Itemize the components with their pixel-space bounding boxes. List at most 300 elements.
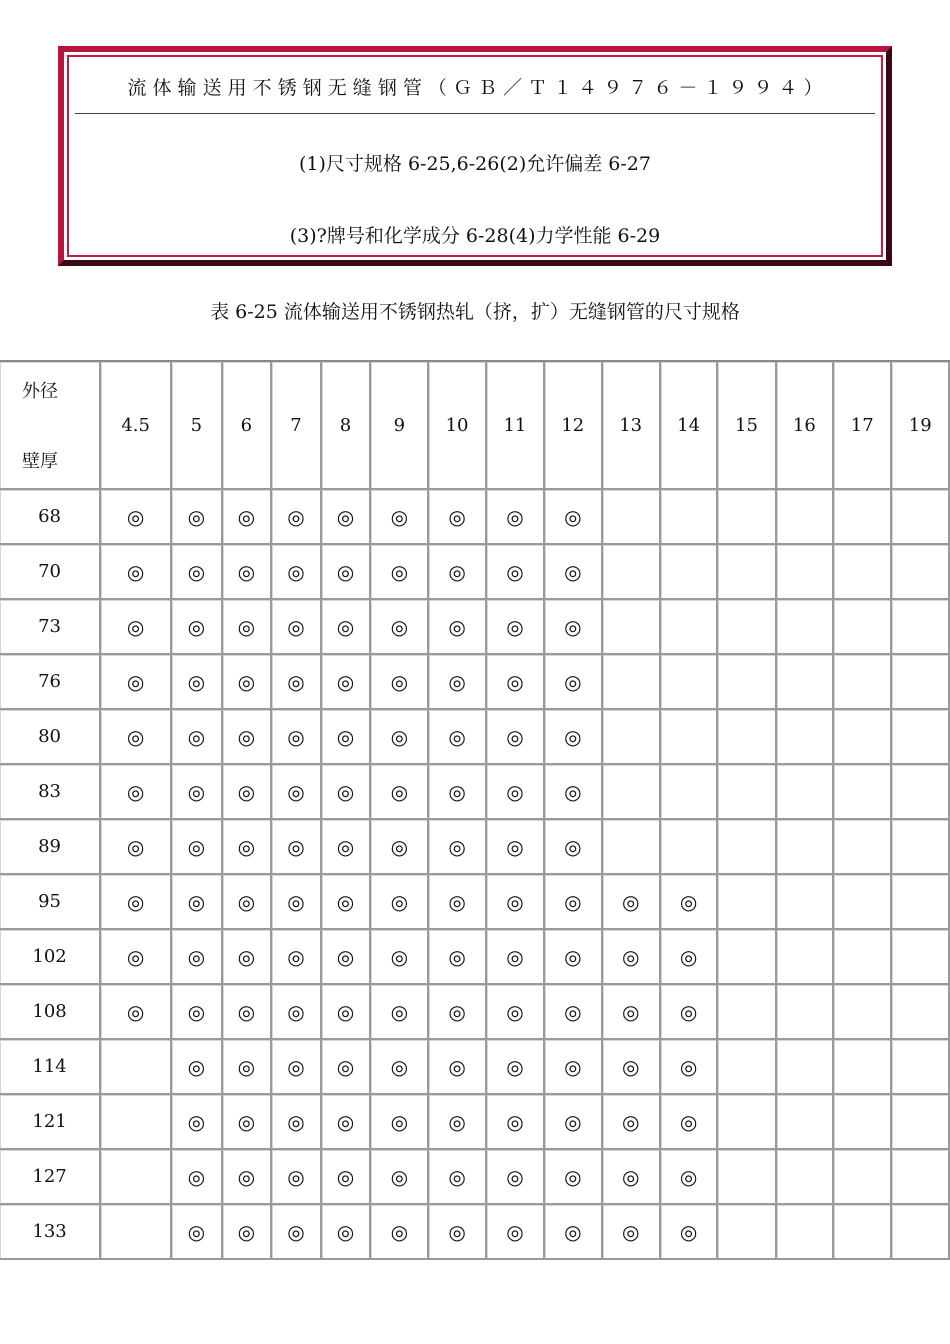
marked-cell bbox=[223, 490, 273, 545]
marked-cell bbox=[545, 985, 602, 1040]
empty-cell bbox=[892, 600, 950, 655]
empty-cell bbox=[777, 875, 834, 930]
availability-mark-icon: ◎ bbox=[390, 944, 409, 969]
table-row bbox=[0, 545, 950, 600]
availability-mark-icon: ◎ bbox=[336, 1219, 355, 1244]
availability-mark-icon: ◎ bbox=[390, 614, 409, 639]
availability-mark-icon: ◎ bbox=[506, 1054, 524, 1079]
marked-cell bbox=[603, 985, 661, 1040]
empty-cell bbox=[892, 1095, 950, 1150]
marked-cell bbox=[322, 930, 372, 985]
table-row bbox=[0, 820, 950, 875]
empty-cell bbox=[834, 545, 892, 600]
empty-cell bbox=[718, 930, 776, 985]
availability-mark-icon: ◎ bbox=[506, 999, 524, 1024]
corner-label-wall-thickness: 壁厚 bbox=[22, 451, 58, 472]
marked-cell bbox=[661, 985, 718, 1040]
availability-mark-icon: ◎ bbox=[287, 669, 305, 694]
marked-cell bbox=[371, 820, 429, 875]
marked-cell bbox=[371, 710, 429, 765]
column-header: 10 bbox=[429, 362, 486, 490]
column-header: 5 bbox=[172, 362, 222, 490]
availability-mark-icon: ◎ bbox=[287, 1109, 305, 1134]
column-header: 19 bbox=[892, 362, 950, 490]
availability-mark-icon: ◎ bbox=[187, 999, 206, 1024]
marked-cell bbox=[223, 655, 273, 710]
empty-cell bbox=[834, 875, 892, 930]
marked-cell bbox=[322, 875, 372, 930]
empty-cell bbox=[718, 985, 776, 1040]
empty-cell bbox=[834, 600, 892, 655]
marked-cell bbox=[429, 875, 486, 930]
empty-cell bbox=[718, 490, 776, 545]
availability-mark-icon: ◎ bbox=[506, 504, 524, 529]
availability-mark-icon: ◎ bbox=[564, 724, 582, 749]
marked-cell bbox=[429, 1040, 486, 1095]
availability-mark-icon: ◎ bbox=[336, 889, 355, 914]
marked-cell bbox=[545, 490, 602, 545]
column-header: 6 bbox=[223, 362, 273, 490]
availability-mark-icon: ◎ bbox=[187, 1109, 206, 1134]
marked-cell bbox=[545, 1095, 602, 1150]
marked-cell bbox=[272, 545, 322, 600]
marked-cell bbox=[101, 545, 172, 600]
availability-mark-icon: ◎ bbox=[390, 504, 409, 529]
marked-cell bbox=[272, 1150, 322, 1205]
marked-cell bbox=[172, 1040, 222, 1095]
empty-cell bbox=[661, 490, 718, 545]
availability-mark-icon: ◎ bbox=[237, 1054, 256, 1079]
row-header: 80 bbox=[0, 710, 101, 765]
availability-mark-icon: ◎ bbox=[679, 999, 698, 1024]
empty-cell bbox=[101, 1040, 172, 1095]
row-header: 89 bbox=[0, 820, 101, 875]
marked-cell bbox=[272, 1205, 322, 1260]
marked-cell bbox=[371, 985, 429, 1040]
availability-mark-icon: ◎ bbox=[237, 1219, 256, 1244]
availability-mark-icon: ◎ bbox=[506, 614, 524, 639]
row-header: 133 bbox=[0, 1205, 101, 1260]
availability-mark-icon: ◎ bbox=[336, 779, 355, 804]
empty-cell bbox=[718, 600, 776, 655]
marked-cell bbox=[322, 655, 372, 710]
availability-mark-icon: ◎ bbox=[506, 669, 524, 694]
availability-mark-icon: ◎ bbox=[237, 779, 256, 804]
marked-cell bbox=[487, 820, 545, 875]
marked-cell bbox=[272, 765, 322, 820]
marked-cell bbox=[487, 1040, 545, 1095]
empty-cell bbox=[603, 545, 661, 600]
marked-cell bbox=[603, 1150, 661, 1205]
marked-cell bbox=[223, 985, 273, 1040]
availability-mark-icon: ◎ bbox=[448, 834, 466, 859]
empty-cell bbox=[718, 1040, 776, 1095]
marked-cell bbox=[223, 545, 273, 600]
empty-cell bbox=[777, 710, 834, 765]
empty-cell bbox=[834, 1205, 892, 1260]
empty-cell bbox=[603, 820, 661, 875]
availability-mark-icon: ◎ bbox=[564, 504, 582, 529]
empty-cell bbox=[892, 545, 950, 600]
row-header: 70 bbox=[0, 545, 101, 600]
marked-cell bbox=[272, 985, 322, 1040]
empty-cell bbox=[834, 655, 892, 710]
marked-cell bbox=[172, 600, 222, 655]
availability-mark-icon: ◎ bbox=[237, 999, 256, 1024]
empty-cell bbox=[892, 820, 950, 875]
availability-mark-icon: ◎ bbox=[187, 779, 206, 804]
marked-cell bbox=[661, 1150, 718, 1205]
row-header: 102 bbox=[0, 930, 101, 985]
row-header: 114 bbox=[0, 1040, 101, 1095]
table-row bbox=[0, 1205, 950, 1260]
row-header: 121 bbox=[0, 1095, 101, 1150]
availability-mark-icon: ◎ bbox=[126, 614, 145, 639]
marked-cell bbox=[545, 710, 602, 765]
marked-cell bbox=[101, 930, 172, 985]
availability-mark-icon: ◎ bbox=[336, 834, 355, 859]
marked-cell bbox=[487, 710, 545, 765]
marked-cell bbox=[172, 655, 222, 710]
availability-mark-icon: ◎ bbox=[237, 724, 256, 749]
empty-cell bbox=[892, 655, 950, 710]
marked-cell bbox=[429, 655, 486, 710]
column-header: 4.5 bbox=[101, 362, 172, 490]
marked-cell bbox=[429, 545, 486, 600]
marked-cell bbox=[322, 545, 372, 600]
empty-cell bbox=[892, 985, 950, 1040]
marked-cell bbox=[429, 930, 486, 985]
availability-mark-icon: ◎ bbox=[506, 889, 524, 914]
empty-cell bbox=[892, 1150, 950, 1205]
marked-cell bbox=[223, 1205, 273, 1260]
size-spec-table bbox=[0, 360, 950, 1260]
marked-cell bbox=[322, 1150, 372, 1205]
availability-mark-icon: ◎ bbox=[287, 724, 305, 749]
column-header: 15 bbox=[718, 362, 776, 490]
contents-line-2: (3)?牌号和化学成分 6-28(4)力学性能 6-29 bbox=[289, 225, 661, 247]
column-header: 8 bbox=[322, 362, 372, 490]
availability-mark-icon: ◎ bbox=[187, 1054, 206, 1079]
empty-cell bbox=[834, 710, 892, 765]
empty-cell bbox=[718, 875, 776, 930]
column-header: 17 bbox=[834, 362, 892, 490]
marked-cell bbox=[371, 930, 429, 985]
availability-mark-icon: ◎ bbox=[448, 999, 466, 1024]
availability-mark-icon: ◎ bbox=[390, 779, 409, 804]
marked-cell bbox=[272, 930, 322, 985]
empty-cell bbox=[101, 1150, 172, 1205]
availability-mark-icon: ◎ bbox=[237, 1164, 256, 1189]
availability-mark-icon: ◎ bbox=[126, 889, 145, 914]
marked-cell bbox=[223, 710, 273, 765]
availability-mark-icon: ◎ bbox=[621, 1164, 640, 1189]
empty-cell bbox=[777, 545, 834, 600]
marked-cell bbox=[429, 1205, 486, 1260]
empty-cell bbox=[892, 1040, 950, 1095]
column-header: 14 bbox=[661, 362, 718, 490]
marked-cell bbox=[429, 600, 486, 655]
empty-cell bbox=[834, 930, 892, 985]
marked-cell bbox=[603, 1205, 661, 1260]
marked-cell bbox=[545, 1205, 602, 1260]
availability-mark-icon: ◎ bbox=[237, 669, 256, 694]
availability-mark-icon: ◎ bbox=[506, 834, 524, 859]
marked-cell bbox=[487, 930, 545, 985]
marked-cell bbox=[322, 820, 372, 875]
row-header: 95 bbox=[0, 875, 101, 930]
availability-mark-icon: ◎ bbox=[564, 1109, 582, 1134]
marked-cell bbox=[101, 875, 172, 930]
empty-cell bbox=[892, 875, 950, 930]
availability-mark-icon: ◎ bbox=[506, 559, 524, 584]
marked-cell bbox=[545, 600, 602, 655]
marked-cell bbox=[322, 1205, 372, 1260]
availability-mark-icon: ◎ bbox=[679, 889, 698, 914]
availability-mark-icon: ◎ bbox=[287, 559, 305, 584]
availability-mark-icon: ◎ bbox=[564, 559, 582, 584]
empty-cell bbox=[777, 985, 834, 1040]
marked-cell bbox=[487, 765, 545, 820]
marked-cell bbox=[487, 1205, 545, 1260]
table-row bbox=[0, 490, 950, 545]
column-header: 13 bbox=[603, 362, 661, 490]
row-header: 127 bbox=[0, 1150, 101, 1205]
row-header: 76 bbox=[0, 655, 101, 710]
empty-cell bbox=[892, 1205, 950, 1260]
availability-mark-icon: ◎ bbox=[564, 1164, 582, 1189]
standard-title: 流 体 输 送 用 不 锈 钢 无 缝 钢 管 （ Ｇ Ｂ ／ Ｔ １ ４ ９ ７ ６ － １ ９ ９ ４ ） bbox=[75, 63, 875, 114]
marked-cell bbox=[172, 1095, 222, 1150]
marked-cell bbox=[487, 1095, 545, 1150]
empty-cell bbox=[777, 1040, 834, 1095]
availability-mark-icon: ◎ bbox=[621, 944, 640, 969]
availability-mark-icon: ◎ bbox=[390, 889, 409, 914]
marked-cell bbox=[172, 875, 222, 930]
availability-mark-icon: ◎ bbox=[187, 944, 206, 969]
availability-mark-icon: ◎ bbox=[448, 504, 466, 529]
availability-mark-icon: ◎ bbox=[336, 1164, 355, 1189]
availability-mark-icon: ◎ bbox=[679, 1109, 698, 1134]
availability-mark-icon: ◎ bbox=[126, 834, 145, 859]
column-header: 12 bbox=[545, 362, 602, 490]
marked-cell bbox=[223, 765, 273, 820]
marked-cell bbox=[603, 875, 661, 930]
availability-mark-icon: ◎ bbox=[390, 724, 409, 749]
empty-cell bbox=[834, 820, 892, 875]
availability-mark-icon: ◎ bbox=[336, 504, 355, 529]
marked-cell bbox=[371, 490, 429, 545]
availability-mark-icon: ◎ bbox=[336, 614, 355, 639]
availability-mark-icon: ◎ bbox=[621, 1054, 640, 1079]
marked-cell bbox=[661, 1205, 718, 1260]
availability-mark-icon: ◎ bbox=[390, 999, 409, 1024]
empty-cell bbox=[718, 710, 776, 765]
empty-cell bbox=[834, 1040, 892, 1095]
table-row bbox=[0, 985, 950, 1040]
empty-cell bbox=[777, 490, 834, 545]
availability-mark-icon: ◎ bbox=[679, 944, 698, 969]
availability-mark-icon: ◎ bbox=[336, 944, 355, 969]
header-inner-frame bbox=[67, 55, 883, 257]
marked-cell bbox=[223, 600, 273, 655]
availability-mark-icon: ◎ bbox=[187, 504, 206, 529]
marked-cell bbox=[661, 1040, 718, 1095]
corner-label-outer-diameter: 外径 bbox=[22, 381, 58, 402]
marked-cell bbox=[322, 765, 372, 820]
empty-cell bbox=[834, 985, 892, 1040]
empty-cell bbox=[777, 655, 834, 710]
availability-mark-icon: ◎ bbox=[237, 889, 256, 914]
availability-mark-icon: ◎ bbox=[506, 779, 524, 804]
empty-cell bbox=[603, 655, 661, 710]
marked-cell bbox=[172, 1150, 222, 1205]
marked-cell bbox=[272, 655, 322, 710]
empty-cell bbox=[777, 820, 834, 875]
empty-cell bbox=[101, 1095, 172, 1150]
availability-mark-icon: ◎ bbox=[336, 724, 355, 749]
empty-cell bbox=[777, 1095, 834, 1150]
empty-cell bbox=[661, 820, 718, 875]
marked-cell bbox=[172, 985, 222, 1040]
empty-cell bbox=[661, 600, 718, 655]
availability-mark-icon: ◎ bbox=[287, 889, 305, 914]
marked-cell bbox=[661, 1095, 718, 1150]
empty-cell bbox=[834, 765, 892, 820]
marked-cell bbox=[371, 655, 429, 710]
empty-cell bbox=[661, 765, 718, 820]
availability-mark-icon: ◎ bbox=[564, 889, 582, 914]
row-header: 73 bbox=[0, 600, 101, 655]
marked-cell bbox=[272, 1095, 322, 1150]
availability-mark-icon: ◎ bbox=[187, 834, 206, 859]
empty-cell bbox=[777, 1205, 834, 1260]
marked-cell bbox=[322, 710, 372, 765]
availability-mark-icon: ◎ bbox=[448, 889, 466, 914]
availability-mark-icon: ◎ bbox=[287, 999, 305, 1024]
availability-mark-icon: ◎ bbox=[336, 669, 355, 694]
marked-cell bbox=[545, 820, 602, 875]
marked-cell bbox=[272, 600, 322, 655]
marked-cell bbox=[172, 490, 222, 545]
availability-mark-icon: ◎ bbox=[336, 559, 355, 584]
marked-cell bbox=[545, 1150, 602, 1205]
marked-cell bbox=[487, 1150, 545, 1205]
empty-cell bbox=[892, 765, 950, 820]
availability-mark-icon: ◎ bbox=[237, 614, 256, 639]
availability-mark-icon: ◎ bbox=[287, 1164, 305, 1189]
marked-cell bbox=[487, 600, 545, 655]
availability-mark-icon: ◎ bbox=[187, 1164, 206, 1189]
marked-cell bbox=[545, 875, 602, 930]
empty-cell bbox=[777, 1150, 834, 1205]
marked-cell bbox=[272, 875, 322, 930]
availability-mark-icon: ◎ bbox=[237, 1109, 256, 1134]
availability-mark-icon: ◎ bbox=[390, 1054, 409, 1079]
availability-mark-icon: ◎ bbox=[187, 724, 206, 749]
availability-mark-icon: ◎ bbox=[237, 944, 256, 969]
table-header-row bbox=[0, 362, 950, 490]
marked-cell bbox=[487, 655, 545, 710]
availability-mark-icon: ◎ bbox=[187, 1219, 206, 1244]
availability-mark-icon: ◎ bbox=[237, 559, 256, 584]
marked-cell bbox=[487, 875, 545, 930]
marked-cell bbox=[172, 710, 222, 765]
marked-cell bbox=[223, 1150, 273, 1205]
marked-cell bbox=[371, 875, 429, 930]
marked-cell bbox=[429, 820, 486, 875]
empty-cell bbox=[718, 1150, 776, 1205]
availability-mark-icon: ◎ bbox=[621, 1109, 640, 1134]
marked-cell bbox=[223, 930, 273, 985]
availability-mark-icon: ◎ bbox=[448, 614, 466, 639]
availability-mark-icon: ◎ bbox=[287, 779, 305, 804]
marked-cell bbox=[101, 765, 172, 820]
availability-mark-icon: ◎ bbox=[448, 1219, 466, 1244]
marked-cell bbox=[272, 820, 322, 875]
empty-cell bbox=[892, 710, 950, 765]
availability-mark-icon: ◎ bbox=[506, 944, 524, 969]
availability-mark-icon: ◎ bbox=[287, 944, 305, 969]
marked-cell bbox=[101, 655, 172, 710]
standard-header-box bbox=[58, 46, 892, 266]
empty-cell bbox=[661, 655, 718, 710]
marked-cell bbox=[487, 985, 545, 1040]
availability-mark-icon: ◎ bbox=[287, 504, 305, 529]
availability-mark-icon: ◎ bbox=[564, 1219, 582, 1244]
marked-cell bbox=[371, 1095, 429, 1150]
empty-cell bbox=[718, 1205, 776, 1260]
availability-mark-icon: ◎ bbox=[126, 724, 145, 749]
marked-cell bbox=[172, 930, 222, 985]
marked-cell bbox=[545, 545, 602, 600]
availability-mark-icon: ◎ bbox=[336, 1054, 355, 1079]
availability-mark-icon: ◎ bbox=[448, 1054, 466, 1079]
marked-cell bbox=[322, 1095, 372, 1150]
availability-mark-icon: ◎ bbox=[448, 779, 466, 804]
availability-mark-icon: ◎ bbox=[621, 999, 640, 1024]
marked-cell bbox=[545, 1040, 602, 1095]
marked-cell bbox=[661, 930, 718, 985]
availability-mark-icon: ◎ bbox=[679, 1054, 698, 1079]
empty-cell bbox=[603, 710, 661, 765]
availability-mark-icon: ◎ bbox=[287, 614, 305, 639]
marked-cell bbox=[101, 820, 172, 875]
availability-mark-icon: ◎ bbox=[187, 669, 206, 694]
empty-cell bbox=[718, 1095, 776, 1150]
corner-header-cell bbox=[0, 362, 101, 490]
availability-mark-icon: ◎ bbox=[506, 1109, 524, 1134]
table-caption: 表 6-25 流体输送用不锈钢热轧（挤，扩）无缝钢管的尺寸规格 bbox=[210, 301, 740, 323]
availability-mark-icon: ◎ bbox=[126, 504, 145, 529]
empty-cell bbox=[718, 655, 776, 710]
availability-mark-icon: ◎ bbox=[448, 1109, 466, 1134]
empty-cell bbox=[718, 820, 776, 875]
marked-cell bbox=[371, 1205, 429, 1260]
availability-mark-icon: ◎ bbox=[621, 1219, 640, 1244]
column-header: 16 bbox=[777, 362, 834, 490]
contents-line-1: (1)尺寸规格 6-25,6-26(2)允许偏差 6-27 bbox=[298, 153, 651, 175]
marked-cell bbox=[661, 875, 718, 930]
availability-mark-icon: ◎ bbox=[564, 834, 582, 859]
availability-mark-icon: ◎ bbox=[126, 944, 145, 969]
availability-mark-icon: ◎ bbox=[621, 889, 640, 914]
marked-cell bbox=[101, 710, 172, 765]
marked-cell bbox=[101, 600, 172, 655]
availability-mark-icon: ◎ bbox=[126, 559, 145, 584]
marked-cell bbox=[223, 1040, 273, 1095]
marked-cell bbox=[487, 545, 545, 600]
